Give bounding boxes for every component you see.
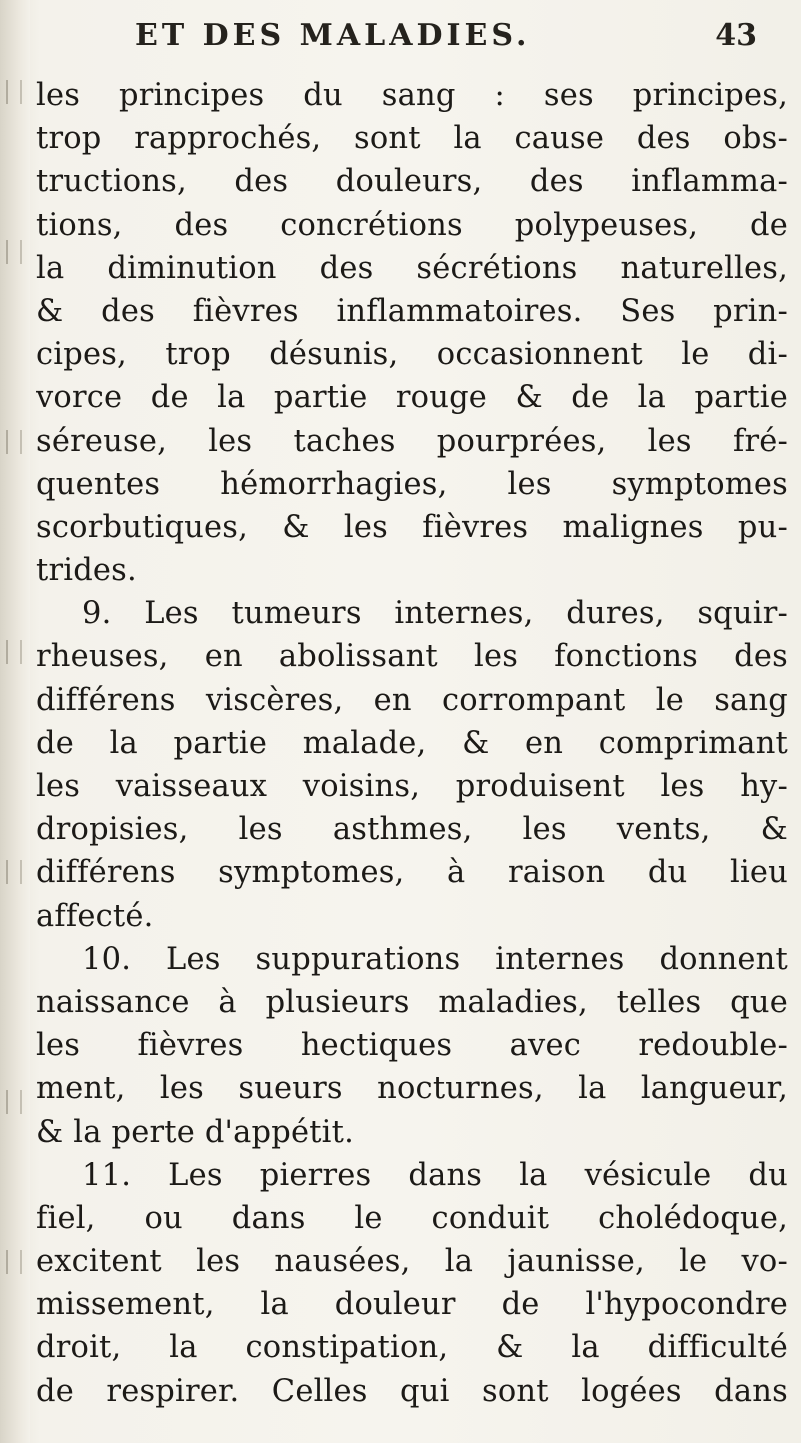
body-text xyxy=(36,74,788,1413)
text-line: quentes hémorrhagies, les symptomes xyxy=(36,466,788,502)
text-line: dropisies, les asthmes, les vents, & xyxy=(36,812,788,848)
text-line: affecté. xyxy=(36,898,154,934)
page-number: 43 xyxy=(715,18,757,53)
text-line: la diminution des sécrétions naturelles, xyxy=(36,250,788,286)
text-line: 9. Les tumeurs internes, dures, squir- xyxy=(82,596,788,632)
text-line: tructions, des douleurs, des inflamma- xyxy=(36,164,788,200)
text-line: trop rapprochés, sont la cause des obs- xyxy=(36,121,788,157)
text-line: vorce de la partie rouge & de la partie xyxy=(36,380,788,416)
text-line: différens viscères, en corrompant le sang xyxy=(36,682,788,718)
text-line: missement, la douleur de l'hypocondre xyxy=(36,1287,788,1323)
text-line: les vaisseaux voisins, produisent les hy- xyxy=(36,769,788,804)
text-line: scorbutiques, & les fièvres malignes pu- xyxy=(36,509,788,545)
text-line: séreuse, les taches pourprées, les fré- xyxy=(36,423,788,459)
gutter-mark xyxy=(6,80,22,104)
text-line: cipes, trop désunis, occasionnent le di- xyxy=(36,337,788,373)
text-line: & des fièvres inflammatoires. Ses prin- xyxy=(36,293,788,329)
text-line: de la partie malade, & en comprimant xyxy=(36,725,788,761)
text-line: trides. xyxy=(36,553,137,589)
gutter-mark xyxy=(6,860,22,884)
text-line: ment, les sueurs nocturnes, la langueur, xyxy=(36,1071,788,1107)
text-line: rheuses, en abolissant les fonctions des xyxy=(36,639,788,675)
text-line: différens symptomes, à raison du lieu xyxy=(36,855,788,891)
gutter-mark xyxy=(6,240,22,264)
text-line: 11. Les pierres dans la vésicule du xyxy=(82,1157,788,1193)
text-line: les fièvres hectiques avec redouble- xyxy=(36,1028,788,1064)
page-header xyxy=(135,18,765,68)
running-head: ET DES MALADIES. xyxy=(135,18,531,53)
text-line: les principes du sang : ses principes, xyxy=(36,78,788,113)
gutter-mark xyxy=(6,640,22,664)
text-line: excitent les nausées, la jaunisse, le vo- xyxy=(36,1244,788,1280)
gutter-mark xyxy=(6,1090,22,1114)
text-line: naissance à plusieurs maladies, telles que xyxy=(36,984,788,1020)
gutter-mark xyxy=(6,430,22,454)
text-line: & la perte d'appétit. xyxy=(36,1114,354,1150)
text-line: 10. Les suppurations internes donnent xyxy=(82,941,788,977)
text-line: de respirer. Celles qui sont logées dans xyxy=(36,1373,788,1409)
text-line: fiel, ou dans le conduit cholédoque, xyxy=(36,1200,788,1236)
gutter-mark xyxy=(6,1250,22,1274)
binding-gutter xyxy=(0,0,30,1443)
text-line: tions, des concrétions polypeuses, de xyxy=(36,207,788,243)
text-line: droit, la constipation, & la difficulté xyxy=(36,1330,788,1366)
